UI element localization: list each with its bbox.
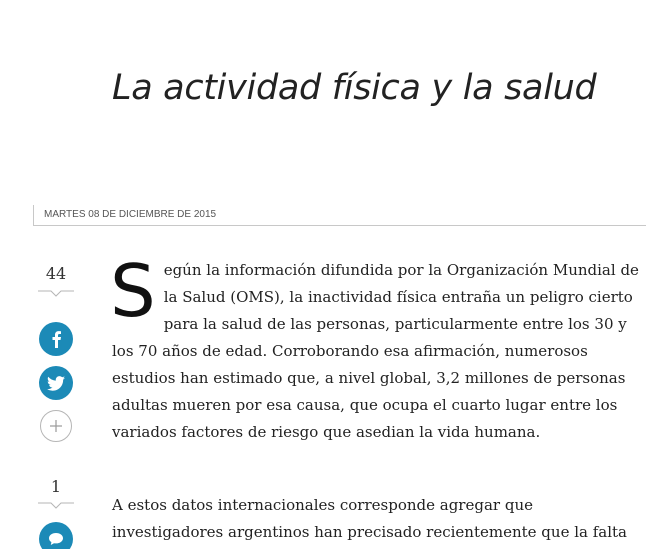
date-bar xyxy=(33,205,646,226)
share-count-divider xyxy=(38,289,74,299)
article-title: La actividad física y la salud xyxy=(112,68,597,108)
comment-count-divider xyxy=(38,501,74,511)
twitter-icon xyxy=(47,376,65,391)
share-count: 44 xyxy=(45,264,67,283)
facebook-icon xyxy=(49,330,63,348)
plus-icon xyxy=(49,419,63,433)
article-date: MARTES 08 DE DICIEMBRE DE 2015 xyxy=(44,209,217,220)
twitter-share-button[interactable] xyxy=(39,366,73,400)
comment-count: 1 xyxy=(50,477,62,496)
article-paragraph-1 xyxy=(110,249,642,446)
comment-icon xyxy=(48,532,64,546)
facebook-share-button[interactable] xyxy=(39,322,73,356)
article-paragraph-2: A estos datos internacionales corresponde agregar que investigadores argentinos han precisado recientemente que la falta xyxy=(112,496,627,541)
more-share-button[interactable] xyxy=(40,410,72,442)
comments-button[interactable] xyxy=(39,522,73,549)
paragraph-1-text: egún la información difundida por la Organización Mundial de la Salud (OMS), la inactividad física entraña un peligro cierto para la salud de las personas, particularmente entre los 30 y los 70 años de edad. Corroborando esa afirmación, numerosos estudios han estimado que, a nivel global, 3,2 millones de personas adultas mueren por esa causa, que ocupa el cuarto lugar entre los variados factores de riesgo que asedian la vida humana. xyxy=(112,261,639,441)
dropcap-letter: S xyxy=(110,249,156,333)
